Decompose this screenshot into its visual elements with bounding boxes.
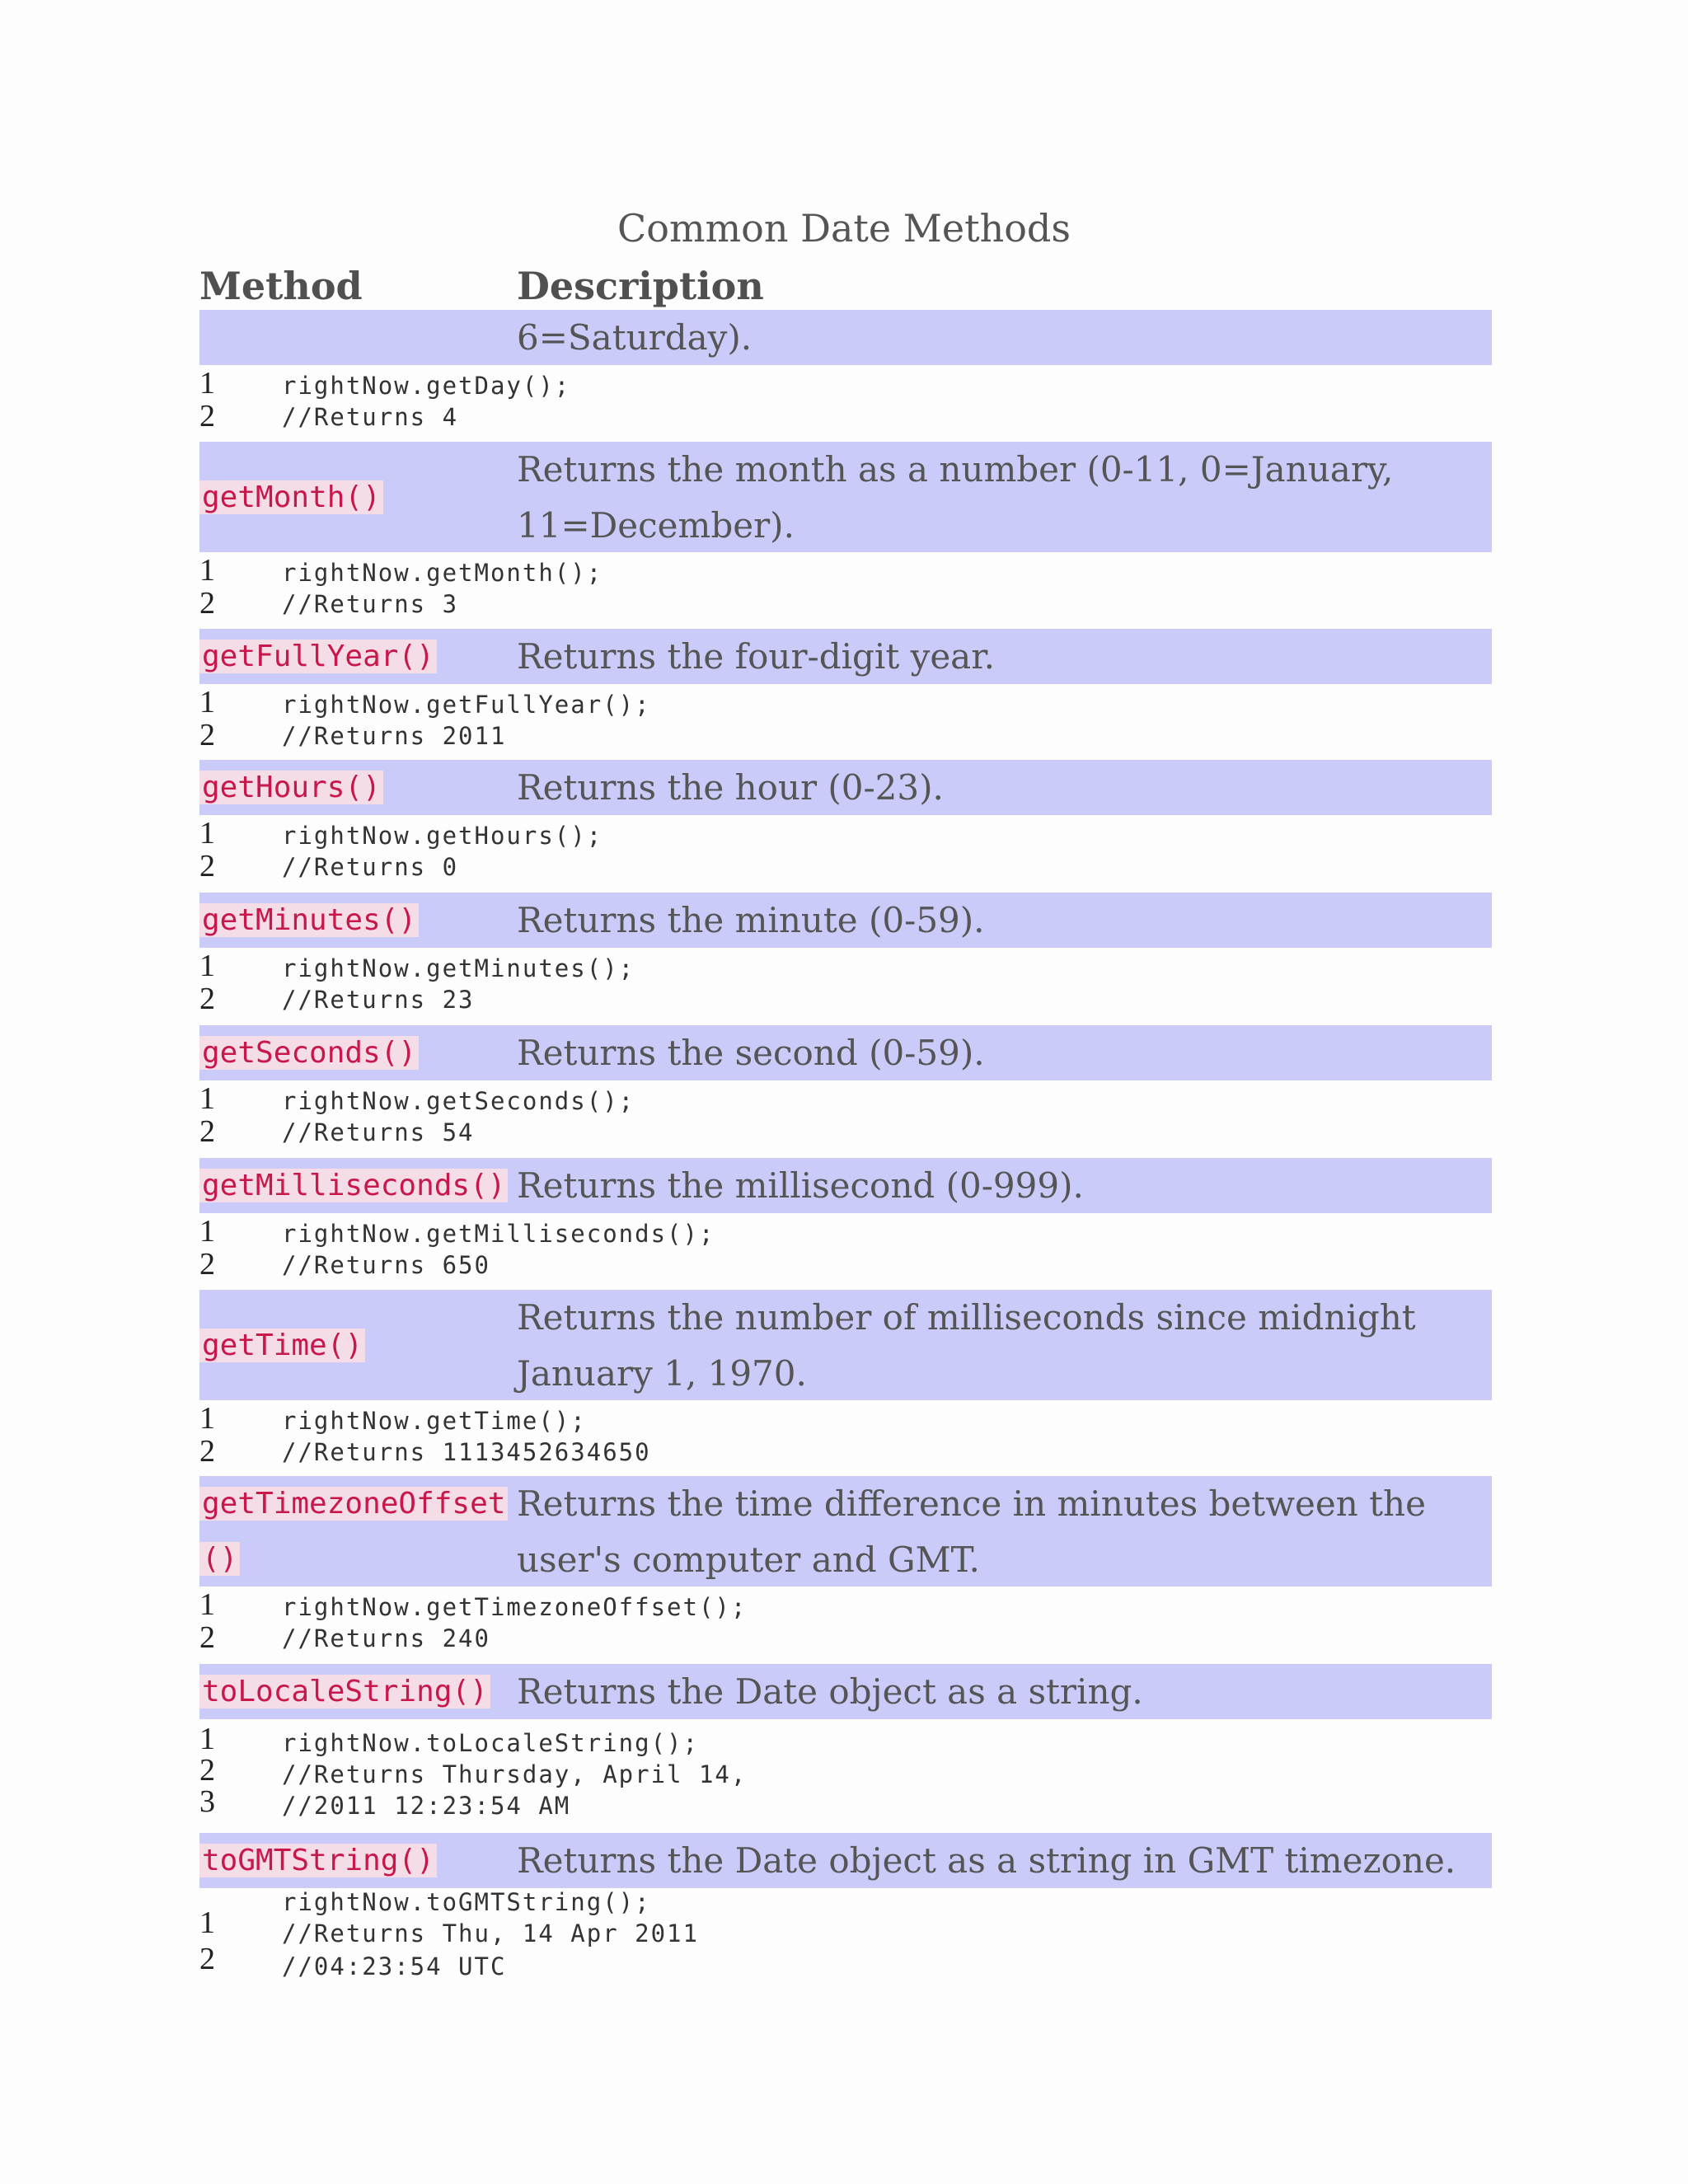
method-row xyxy=(199,310,1492,365)
line-number: 1 xyxy=(199,1401,215,1436)
line-number: 1 xyxy=(199,1722,215,1756)
code-example xyxy=(199,1213,1492,1290)
line-number: 2 xyxy=(199,1620,215,1655)
method-row xyxy=(199,629,1492,684)
code-line: rightNow.toGMTString(); xyxy=(282,1888,651,1916)
code-line: //Returns 0 xyxy=(282,853,459,881)
code-example xyxy=(199,552,1492,629)
method-name: toLocaleString() xyxy=(199,1664,490,1719)
line-number: 1 xyxy=(199,816,215,851)
line-number: 2 xyxy=(199,718,215,752)
date-methods-table xyxy=(199,310,1492,1995)
method-description: Returns the time difference in minutes between the user's computer and GMT. xyxy=(517,1483,1426,1580)
code-line: //Returns Thu, 14 Apr 2011 xyxy=(282,1919,699,1947)
code-example xyxy=(199,684,1492,760)
method-description: Returns the Date object as a string in GMT timezone. xyxy=(517,1840,1456,1881)
line-number: 2 xyxy=(199,399,215,434)
code-line: rightNow.getHours(); xyxy=(282,822,603,850)
code-example xyxy=(199,948,1492,1025)
method-name: getHours() xyxy=(199,760,383,815)
method-row xyxy=(199,1664,1492,1719)
method-description: Returns the second (0-59). xyxy=(517,1033,985,1073)
code-line: rightNow.toLocaleString(); xyxy=(282,1729,699,1757)
method-row xyxy=(199,1025,1492,1080)
method-description: Returns the hour (0-23). xyxy=(517,767,944,808)
method-name: getFullYear() xyxy=(199,629,437,684)
code-line: //Returns 54 xyxy=(282,1118,475,1146)
code-line: //2011 12:23:54 AM xyxy=(282,1792,571,1820)
code-line: //Returns 23 xyxy=(282,986,475,1014)
line-number: 1 xyxy=(199,366,215,401)
method-description: Returns the number of milliseconds since midnight January 1, 1970. xyxy=(517,1297,1416,1394)
code-example xyxy=(199,365,1492,442)
method-description: 6=Saturday). xyxy=(517,317,753,358)
code-line: //Returns 1113452634650 xyxy=(282,1438,651,1466)
code-line: rightNow.getMinutes(); xyxy=(282,954,635,982)
page-title: Common Date Methods xyxy=(617,206,1071,251)
line-number: 2 xyxy=(199,1434,215,1469)
code-line: //Returns 2011 xyxy=(282,722,507,750)
code-line: //04:23:54 UTC xyxy=(282,1952,507,1980)
method-description: Returns the millisecond (0-999). xyxy=(517,1165,1084,1206)
line-number: 1 xyxy=(199,1587,215,1622)
code-line: rightNow.getTimezoneOffset(); xyxy=(282,1593,748,1621)
method-row xyxy=(199,1158,1492,1213)
method-name: getMilliseconds() xyxy=(199,1158,508,1213)
code-example xyxy=(199,815,1492,893)
method-row xyxy=(199,1833,1492,1888)
line-number: 1 xyxy=(199,1081,215,1116)
description-column-header: Description xyxy=(517,264,764,308)
method-row xyxy=(199,1476,1492,1586)
line-number: 2 xyxy=(199,586,215,621)
code-line: rightNow.getDay(); xyxy=(282,372,571,400)
method-name: getSeconds() xyxy=(199,1025,419,1080)
line-number: 2 xyxy=(199,1114,215,1149)
code-example xyxy=(199,1888,1492,1995)
code-line: rightNow.getMonth(); xyxy=(282,559,603,587)
method-name: toGMTString() xyxy=(199,1833,437,1888)
code-example xyxy=(199,1400,1492,1476)
method-row xyxy=(199,893,1492,948)
line-number: 1 xyxy=(199,1214,215,1249)
code-line: //Returns 4 xyxy=(282,403,459,431)
line-number: 2 xyxy=(199,1942,215,1976)
method-column-header: Method xyxy=(199,264,363,308)
method-name: getMonth() xyxy=(199,442,383,552)
line-number: 1 xyxy=(199,949,215,983)
method-description: Returns the four-digit year. xyxy=(517,636,996,677)
line-number: 3 xyxy=(199,1784,215,1819)
method-description: Returns the month as a number (0-11, 0=January, 11=December). xyxy=(517,449,1394,546)
method-name: getTimezoneOffset xyxy=(199,1476,508,1531)
method-row xyxy=(199,760,1492,815)
method-description: Returns the minute (0-59). xyxy=(517,900,985,940)
code-line: rightNow.getTime(); xyxy=(282,1407,587,1435)
line-number: 2 xyxy=(199,982,215,1016)
line-number: 1 xyxy=(199,553,215,588)
code-line: rightNow.getFullYear(); xyxy=(282,691,651,719)
method-name: getMinutes() xyxy=(199,893,419,948)
code-line: rightNow.getSeconds(); xyxy=(282,1087,635,1115)
code-line: //Returns Thursday, April 14, xyxy=(282,1760,748,1788)
line-number: 2 xyxy=(199,1247,215,1282)
code-line: //Returns 650 xyxy=(282,1251,490,1279)
line-number: 2 xyxy=(199,1753,215,1788)
method-description: Returns the Date object as a string. xyxy=(517,1671,1143,1712)
line-number: 1 xyxy=(199,1905,215,1940)
method-name: getTime() xyxy=(199,1290,365,1400)
code-example xyxy=(199,1719,1492,1833)
method-row xyxy=(199,1290,1492,1400)
code-line: rightNow.getMilliseconds(); xyxy=(282,1220,715,1248)
line-number: 2 xyxy=(199,849,215,883)
line-number: 1 xyxy=(199,685,215,719)
code-line: //Returns 3 xyxy=(282,590,459,618)
method-name-continued: () xyxy=(199,1531,240,1586)
code-example xyxy=(199,1586,1492,1664)
method-row xyxy=(199,442,1492,552)
code-example xyxy=(199,1080,1492,1158)
code-line: //Returns 240 xyxy=(282,1624,490,1652)
